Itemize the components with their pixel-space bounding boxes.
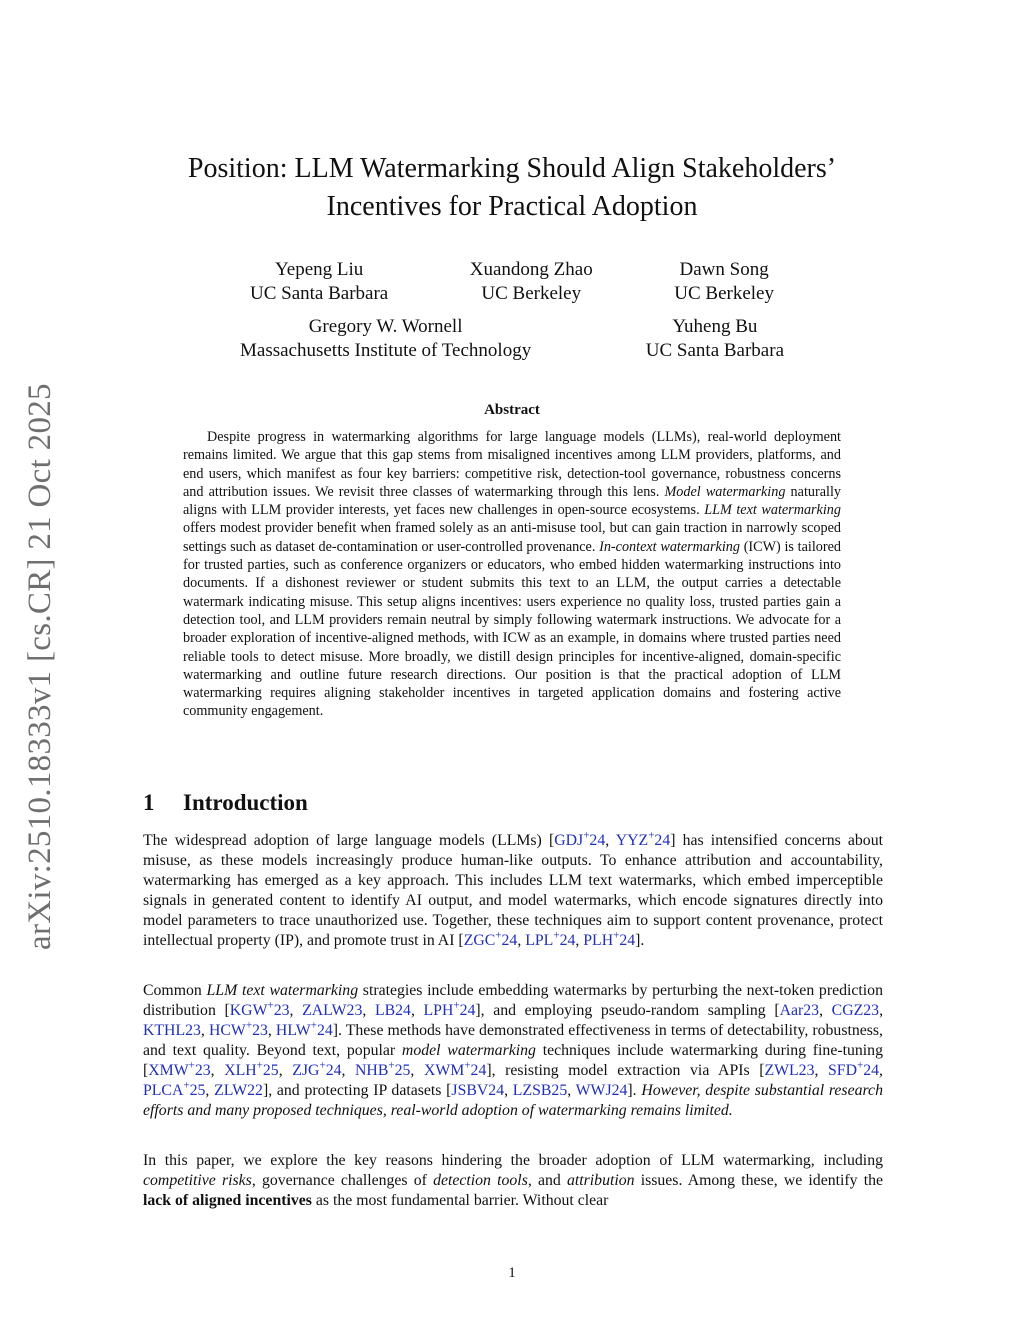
emphasis-text: detection tools	[433, 1172, 528, 1189]
abstract-segment: (ICW) is tailored for trusted parties, such as conference organizers or educators, who embed hidden watermarking instructions into documents. If a dishonest reviewer or student submits this text to an LLM, the output carries a detectable watermark indicating misuse. This setup aligns incentives: users experience no quality loss, trusted parties gain a detection tool, and LLM providers remain neutral by simply following watermark instructions. We advocate for a broader exploration of incentive-aligned methods, with ICW as an example, in domains where trusted parties need reliable tools to detect misuse. More broadly, we distill design principles for incentive-aligned, domain-specific watermarking and outline future research directions. Our position is that the practical adoption of LLM watermarking requires aligning stakeholder incentives in targeted application domains and fostering active community engagement.	[183, 538, 842, 720]
citation-link[interactable]: ZWL23	[764, 1062, 815, 1079]
author-block	[250, 258, 388, 306]
citation-link[interactable]: LB24	[374, 1002, 411, 1019]
citation-link[interactable]: HCW+23	[208, 1019, 268, 1039]
authors-row-1	[180, 258, 844, 306]
author-affiliation: UC Berkeley	[674, 283, 774, 304]
author-name: Gregory W. Wornell	[308, 316, 463, 337]
intro-paragraph-3	[143, 1151, 883, 1211]
author-affiliation: UC Santa Barbara	[645, 340, 784, 361]
author-name: Yepeng Liu	[274, 259, 364, 280]
citation-link[interactable]: XLH+25	[224, 1059, 279, 1079]
title-line-2: Incentives for Practical Adoption	[326, 191, 698, 222]
section-title-text: Introduction	[183, 790, 308, 815]
text-segment: techniques include watermarking during fine-tuning [	[143, 1042, 883, 1079]
text-segment: strategies include embedding watermarks by perturbing the next-token prediction distribution [	[143, 982, 883, 1019]
abstract-heading: Abstract	[484, 402, 540, 418]
abstract-segment: offers modest provider benefit when framed solely as an anti-misuse tool, but can gain traction in narrowly scoped settings such as dataset de-contamination or user-controlled provenance.	[183, 520, 841, 555]
citation-link[interactable]: KGW+23	[229, 999, 290, 1019]
author-block	[470, 258, 593, 306]
page-number: 1	[508, 1265, 516, 1281]
text-segment: The widespread adoption of large language models (LLMs) [	[143, 832, 555, 849]
text-segment: ,	[517, 932, 526, 949]
intro-paragraph-2: Common LLM text watermarking strategies include embedding watermarks by perturbing the next-token prediction distribution [KGW+23, ZALW23, LB24, LPH+24], and employing pseudo-random sampling [Aar23, CGZ23, KTHL23, HCW+23, HLW+24]. These methods have demonstrated effectiveness in terms of detectability, robustness, and text quality. Beyond text, popular model watermarking techniques include watermarking during fine-tuning [XMW+23, XLH+25, ZJG+24, NHB+25, XWM+24], resisting model extraction via APIs [ZWL23, SFD+24, PLCA+25, ZLW22], and protecting IP datasets [JSBV24, LZSB25, WWJ24]. However, despite substantial research efforts and many proposed techniques, real-world adoption of watermarking remains limited.	[143, 982, 884, 1119]
citation-link[interactable]: NHB+25	[355, 1059, 411, 1079]
citation-link[interactable]: ZJG+24	[292, 1059, 342, 1079]
paper-title	[130, 150, 894, 226]
author-affiliation: UC Berkeley	[481, 283, 582, 304]
abstract-segment: naturally aligns with LLM provider interests, yet faces new challenges in open-source ecosystems.	[183, 483, 841, 519]
arxiv-identifier-stamp: arXiv:2510.18333v1 [cs.CR] 21 Oct 2025	[22, 383, 58, 950]
text-segment: ].	[627, 1082, 642, 1099]
text-segment: ,	[605, 832, 616, 849]
citation-link[interactable]: ZGC+24	[463, 929, 518, 949]
text-segment: as the most fundamental barrier. Without clear	[311, 1192, 609, 1209]
citation-link[interactable]: KTHL23	[143, 1022, 201, 1039]
citation-link[interactable]: LPL+24	[525, 929, 576, 949]
text-segment: ], resisting model extraction via APIs [	[486, 1062, 765, 1079]
abstract-emphasis: LLM text watermarking	[704, 502, 841, 519]
emphasis-text: competitive risks	[143, 1172, 252, 1189]
emphasis-text: LLM text watermarking	[206, 982, 359, 999]
author-block	[646, 315, 784, 363]
citation-link[interactable]: GDJ+24	[554, 829, 606, 849]
intro-paragraph-1	[143, 831, 883, 951]
author-block	[240, 315, 531, 363]
title-line-1: Position: LLM Watermarking Should Align Stakeholders’	[187, 153, 837, 184]
citation-link[interactable]: HLW+24	[275, 1019, 333, 1039]
abstract-emphasis: Model watermarking	[664, 483, 786, 500]
citation-link[interactable]: YYZ+24	[615, 829, 671, 849]
citation-link[interactable]: LPH+24	[423, 999, 476, 1019]
citation-link[interactable]: ZALW23	[302, 1002, 363, 1019]
text-segment: ]. These methods have demonstrated effectiveness in terms of detectability, robustness, and text quality. Beyond text, popular	[143, 1022, 884, 1059]
emphasis-text: model watermarking	[401, 1042, 536, 1059]
citation-link[interactable]: PLH+24	[583, 929, 636, 949]
author-name: Yuheng Bu	[672, 316, 758, 337]
citation-link[interactable]: CGZ23	[831, 1002, 880, 1019]
author-affiliation: UC Santa Barbara	[250, 283, 389, 304]
author-name: Xuandong Zhao	[469, 259, 593, 280]
citation-link[interactable]: Aar23	[779, 1002, 820, 1019]
section-heading-introduction	[143, 788, 308, 818]
abstract-segment: Despite progress in watermarking algorithms for large language models (LLMs), real-world deployment remains limited. We argue that this gap stems from misaligned incentives among LLM providers, platforms, and end users, which manifest as four key barriers: competitive risk, detection-tool governance, robustness concerns and attribution issues. We revisit three classes of watermarking through this lens.	[183, 429, 841, 500]
citation-link[interactable]: XWM+24	[423, 1059, 487, 1079]
text-segment: ,	[575, 932, 584, 949]
text-segment: , governance challenges of	[251, 1172, 434, 1189]
abstract-text	[183, 428, 841, 721]
text-segment: ] has intensified concerns about misuse, as these models increasingly produce human-like outputs. To enhance attribution and accountability, watermarking has emerged as a key approach. This includes LLM text watermarks, which embed imperceptible signals in generated content to identify AI output, and model watermarks, which encode signatures directly into model parameters to trace unauthorized use. Together, these techniques aim to support content provenance, protect intellectual property (IP), and promote trust in AI [	[143, 832, 883, 949]
text-segment: issues. Among these, we identify the	[634, 1172, 884, 1189]
author-affiliation: Massachusetts Institute of Technology	[240, 340, 532, 361]
emphasis-text: However, despite substantial research efforts and many proposed techniques, real-world adoption of watermarking remains limited.	[143, 1082, 883, 1119]
citation-link[interactable]: ZLW22	[214, 1082, 263, 1099]
text-segment: In this paper, we explore the key reasons hindering the broader adoption of LLM watermarking, including	[143, 1152, 883, 1169]
citation-link[interactable]: LZSB25	[512, 1082, 568, 1099]
text-segment: , and	[527, 1172, 567, 1189]
citation-link[interactable]: JSBV24	[451, 1082, 505, 1099]
author-name: Dawn Song	[679, 259, 769, 280]
text-segment: ], and protecting IP datasets [	[262, 1082, 452, 1099]
citation-link[interactable]: PLCA+25	[143, 1079, 206, 1099]
section-number: 1	[143, 790, 155, 815]
text-segment: Common	[143, 982, 207, 999]
abstract-emphasis: In-context watermarking	[599, 538, 740, 555]
emphasis-text: attribution	[566, 1172, 635, 1189]
citation-link[interactable]: WWJ24	[575, 1082, 628, 1099]
bold-text: lack of aligned incentives	[143, 1192, 312, 1209]
text-segment: ].	[635, 932, 645, 949]
citation-link[interactable]: SFD+24	[828, 1059, 880, 1079]
text-segment: ], and employing pseudo-random sampling [	[475, 1002, 780, 1019]
citation-link[interactable]: XMW+23	[148, 1059, 211, 1079]
author-block	[674, 258, 774, 306]
authors-row-2	[180, 315, 844, 363]
